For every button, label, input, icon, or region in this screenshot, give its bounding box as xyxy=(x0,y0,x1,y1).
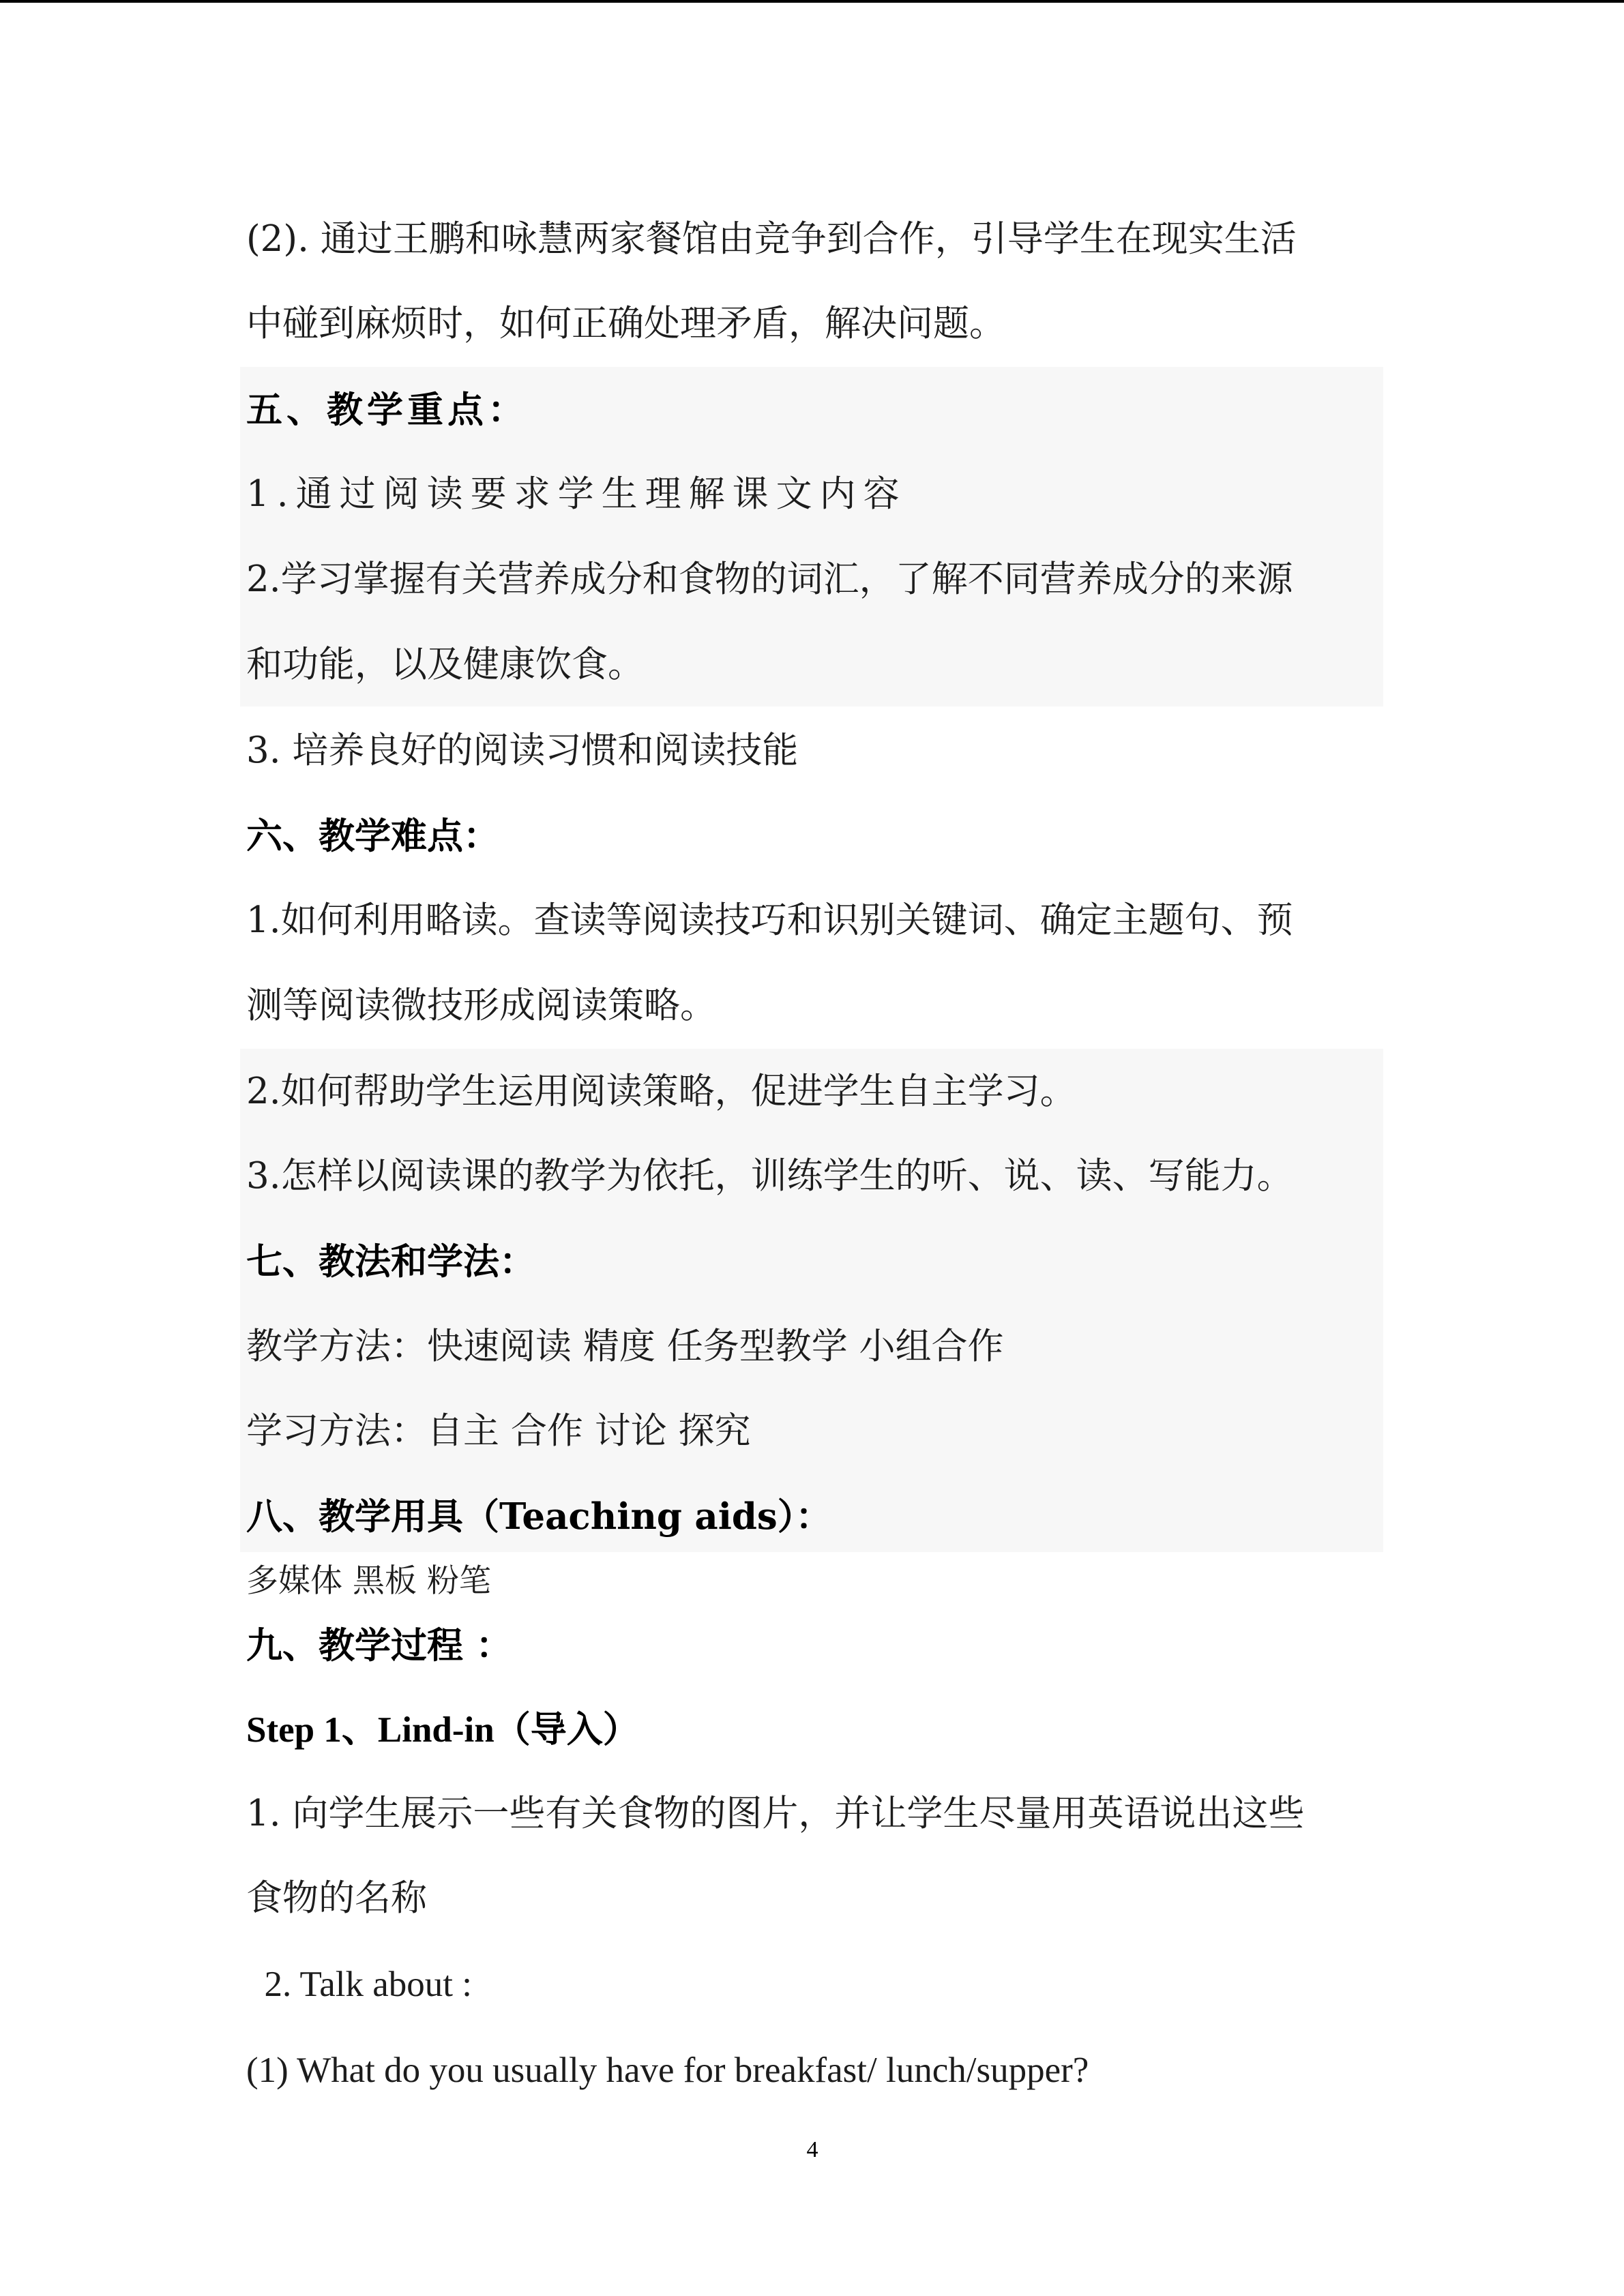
step-1-item-1-line-2: 食物的名称 xyxy=(246,1877,427,1919)
page-number: 4 xyxy=(806,2137,818,2162)
key-point-2-line-1: 2.学习掌握有关营养成分和食物的词汇，了解不同营养成分的来源 xyxy=(246,558,1293,600)
step-1-heading: Step 1、Lind-in（导入） xyxy=(246,1710,639,1750)
key-point-1: 1.通过阅读要求学生理解课文内容 xyxy=(246,473,907,515)
heading-teaching-process: 九、教学过程 ： xyxy=(246,1624,512,1667)
heading-key-points: 五、教学重点： xyxy=(246,389,528,431)
teaching-aids-list: 多媒体 黑板 粉笔 xyxy=(246,1562,491,1600)
difficulty-2: 2.如何帮助学生运用阅读策略，促进学生自主学习。 xyxy=(246,1071,1076,1112)
learning-methods: 学习方法：自主 合作 讨论 探究 xyxy=(246,1410,751,1452)
difficulty-1-line-2: 测等阅读微技形成阅读策略。 xyxy=(246,985,716,1026)
heading-difficulties: 六、教学难点： xyxy=(246,815,499,857)
shaded-block-difficulties xyxy=(240,1049,1383,1552)
heading-methods: 七、教法和学法： xyxy=(246,1240,535,1283)
teaching-methods: 教学方法：快速阅读 精度 任务型教学 小组合作 xyxy=(246,1326,1004,1367)
difficulty-3: 3.怎样以阅读课的教学为依托，训练学生的听、说、读、写能力。 xyxy=(246,1155,1293,1197)
top-border-rule xyxy=(0,0,1624,3)
step-1-item-2: 2. Talk about : xyxy=(246,1965,472,2004)
paragraph-objective-2-line-1: (2). 通过王鹏和咏慧两家餐馆由竞争到合作，引导学生在现实生活 xyxy=(246,218,1297,260)
step-1-item-1-line-1: 1. 向学生展示一些有关食物的图片，并让学生尽量用英语说出这些 xyxy=(246,1793,1305,1834)
key-point-3: 3. 培养良好的阅读习惯和阅读技能 xyxy=(246,730,799,771)
difficulty-1-line-1: 1.如何利用略读。查读等阅读技巧和识别关键词、确定主题句、预 xyxy=(246,899,1293,941)
paragraph-objective-2-line-2: 中碰到麻烦时，如何正确处理矛盾，解决问题。 xyxy=(246,303,1005,344)
heading-teaching-aids: 八、教学用具（Teaching aids）： xyxy=(246,1495,832,1538)
key-point-2-line-2: 和功能，以及健康饮食。 xyxy=(246,644,644,685)
step-1-question-1: (1) What do you usually have for breakfast/ lunch/supper? xyxy=(246,2051,1089,2090)
